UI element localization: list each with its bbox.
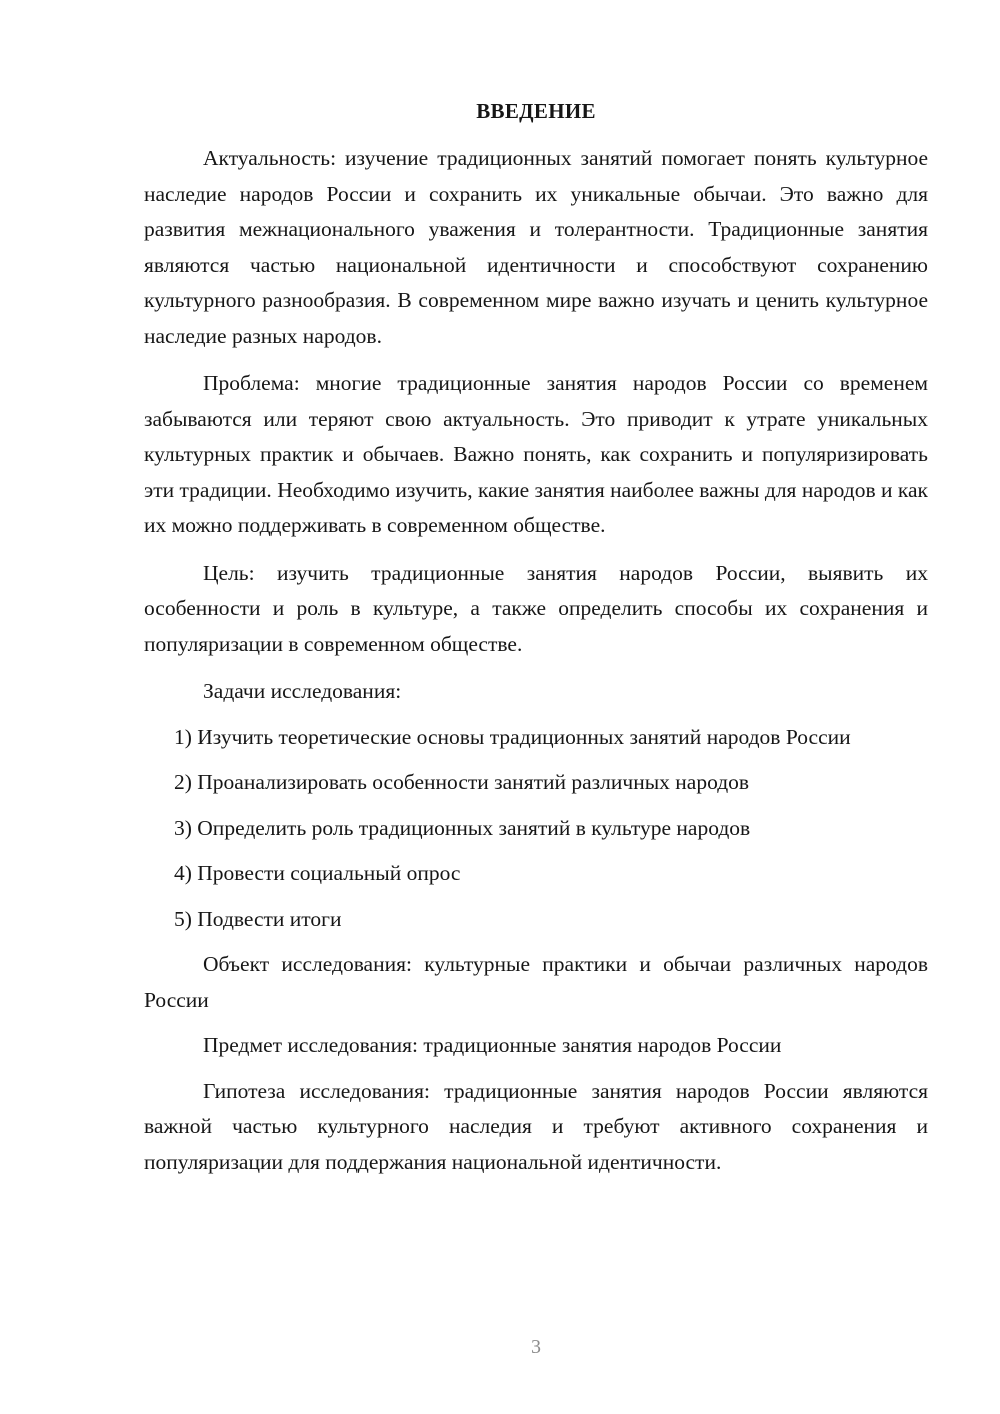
section-heading: ВВЕДЕНИЕ [476, 99, 596, 123]
subject-paragraph: Предмет исследования: традиционные занятия народов России [203, 1033, 782, 1057]
hypothesis-paragraph: Гипотеза исследования: традиционные занятия народов России являются важной частью культурного наследия и требуют активного сохранения и популяризации для поддержания национальной идентичности. [144, 1078, 928, 1174]
problem-paragraph: Проблема: многие традиционные занятия народов России со временем забываются или теряют свою актуальность. Это приводит к утрате уникальных культурных практик и обычаев. Важно понять, как сохранить и популяризировать эти традиции. Необходимо изучить, какие занятия наиболее важны для народов и как их можно поддерживать в современном обществе. [144, 371, 928, 537]
task-item-5: 5) Подвести итоги [174, 906, 342, 931]
tasks-intro: Задачи исследования: [203, 679, 402, 703]
relevance-paragraph: Актуальность: изучение традиционных занятий помогает понять культурное наследие народов России и сохранить их уникальные обычаи. Это важно для развития межнационального уважения и толерантности. Традиционные занятия являются частью национальной идентичности и способствуют сохранению культурного разнообразия. В современном мире важно изучать и ценить культурное наследие разных народов. [144, 146, 928, 348]
document-body [144, 95, 928, 1190]
task-item-1: 1) Изучить теоретические основы традиционных занятий народов России [174, 724, 851, 749]
task-item-3: 3) Определить роль традиционных занятий в культуре народов [174, 815, 751, 840]
page-number: 3 [531, 1336, 541, 1358]
task-item-4: 4) Провести социальный опрос [174, 861, 461, 885]
task-item-2: 2) Проанализировать особенности занятий различных народов [174, 770, 750, 794]
goal-paragraph: Цель: изучить традиционные занятия народов России, выявить их особенности и роль в культуре, а также определить способы их сохранения и популяризации в современном обществе. [144, 560, 928, 656]
object-paragraph: Объект исследования: культурные практики и обычаи различных народов России [144, 952, 928, 1012]
